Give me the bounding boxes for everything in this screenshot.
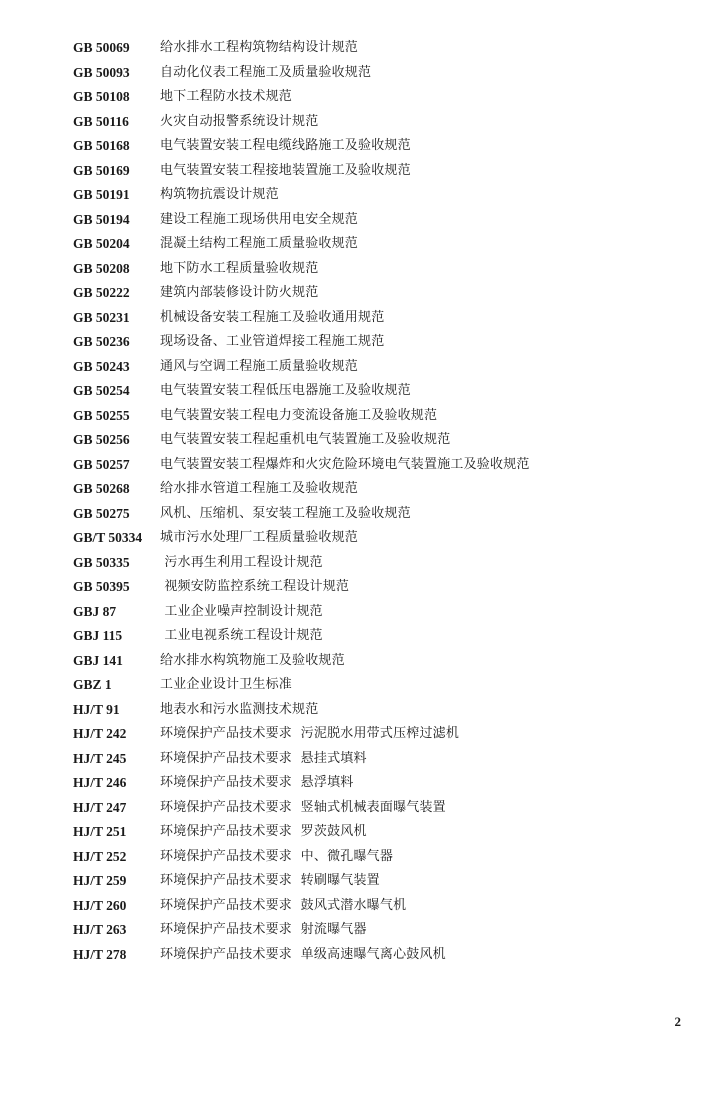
standard-code: GB 50255 <box>73 407 130 423</box>
standard-row <box>73 379 673 404</box>
standard-title: 现场设备、工业管道焊接工程施工规范 <box>160 334 385 349</box>
standard-code: GB 50236 <box>73 334 130 349</box>
standard-title: 环境保护产品技术要求 污泥脱水用带式压榨过滤机 <box>160 726 460 741</box>
standard-row <box>73 281 673 306</box>
standard-row <box>73 477 673 502</box>
page-number: 2 <box>674 1014 681 1029</box>
standard-row <box>73 796 673 821</box>
standard-row <box>73 600 673 625</box>
standard-code: GB 50093 <box>73 64 130 80</box>
standard-code: GB 50275 <box>73 505 130 521</box>
standard-title: 环境保护产品技术要求 悬浮填料 <box>160 775 354 790</box>
standards-list <box>73 36 673 967</box>
standard-row <box>73 257 673 282</box>
standard-row <box>73 134 673 159</box>
standard-code: GB 50116 <box>73 113 129 129</box>
standard-row <box>73 918 673 943</box>
standard-code: HJ/T 278 <box>73 946 127 962</box>
standard-row <box>73 526 673 551</box>
standard-title: 环境保护产品技术要求 单级高速曝气离心鼓风机 <box>160 946 446 962</box>
standard-code: GB 50231 <box>73 309 130 325</box>
standard-row <box>73 698 673 723</box>
standard-title: 地表水和污水监测技术规范 <box>160 701 319 717</box>
standard-row <box>73 502 673 527</box>
standard-row <box>73 355 673 380</box>
standard-title: 自动化仪表工程施工及质量验收规范 <box>160 64 372 80</box>
standard-row <box>73 673 673 698</box>
standard-code: HJ/T 251 <box>73 824 127 839</box>
standard-code: GB 50243 <box>73 358 130 374</box>
standard-code: GB 50194 <box>73 211 130 227</box>
standard-code: GB 50268 <box>73 481 130 496</box>
standard-row <box>73 453 673 478</box>
standard-title: 地下工程防水技术规范 <box>160 89 293 104</box>
standard-code: GB 50208 <box>73 260 130 276</box>
standard-code: GBJ 115 <box>73 628 123 643</box>
standard-code: GB 50168 <box>73 138 130 153</box>
standard-title: 工业企业设计卫生标准 <box>160 677 293 692</box>
standard-row <box>73 404 673 429</box>
standard-code: HJ/T 252 <box>73 848 127 864</box>
standard-title: 电气装置安装工程爆炸和火灾危险环境电气装置施工及验收规范 <box>160 456 530 472</box>
standard-code: GB 50257 <box>73 456 130 472</box>
standard-title: 通风与空调工程施工质量验收规范 <box>160 358 359 374</box>
standard-title: 环境保护产品技术要求 悬挂式填料 <box>160 750 367 766</box>
standard-row <box>73 649 673 674</box>
standard-code: GB 50222 <box>73 285 130 300</box>
standard-row <box>73 575 673 600</box>
standard-code: GBZ 1 <box>73 677 112 692</box>
standard-code: GB 50069 <box>73 40 130 55</box>
standard-title: 环境保护产品技术要求 罗茨鼓风机 <box>160 824 367 839</box>
standard-title: 混凝土结构工程施工质量验收规范 <box>160 236 359 251</box>
standard-title: 视频安防监控系统工程设计规范 <box>160 579 350 594</box>
standard-code: HJ/T 91 <box>73 701 120 717</box>
standard-row <box>73 551 673 576</box>
standard-title: 建筑内部装修设计防火规范 <box>160 285 319 300</box>
standard-title: 机械设备安装工程施工及验收通用规范 <box>160 309 385 325</box>
standard-code: HJ/T 259 <box>73 873 127 888</box>
standard-title: 环境保护产品技术要求 射流曝气器 <box>160 922 367 937</box>
standard-title: 环境保护产品技术要求 鼓风式潜水曝气机 <box>160 897 407 913</box>
standard-title: 电气装置安装工程电缆线路施工及验收规范 <box>160 138 411 153</box>
standard-row <box>73 894 673 919</box>
standard-title: 火灾自动报警系统设计规范 <box>160 113 319 129</box>
standard-code: GB 50204 <box>73 236 130 251</box>
standard-code: HJ/T 245 <box>73 750 127 766</box>
standard-code: GB 50335 <box>73 554 130 570</box>
standard-title: 电气装置安装工程起重机电气装置施工及验收规范 <box>160 432 451 447</box>
standard-title: 工业电视系统工程设计规范 <box>160 628 323 643</box>
standard-code: GB 50256 <box>73 432 130 447</box>
standard-row <box>73 159 673 184</box>
standard-code: GB 50254 <box>73 383 130 398</box>
standard-code: HJ/T 263 <box>73 922 127 937</box>
standard-code: HJ/T 242 <box>73 726 127 741</box>
standard-row <box>73 61 673 86</box>
standard-row <box>73 845 673 870</box>
standard-row <box>73 869 673 894</box>
standard-row <box>73 624 673 649</box>
standard-row <box>73 330 673 355</box>
standard-row <box>73 722 673 747</box>
standard-title: 给水排水工程构筑物结构设计规范 <box>160 40 359 55</box>
standard-title: 工业企业噪声控制设计规范 <box>160 603 323 619</box>
standard-row <box>73 85 673 110</box>
standard-code: GB/T 50334 <box>73 530 143 545</box>
standard-row <box>73 232 673 257</box>
standard-row <box>73 183 673 208</box>
standard-title: 地下防水工程质量验收规范 <box>160 260 319 276</box>
standard-code: HJ/T 260 <box>73 897 127 913</box>
standard-code: GBJ 141 <box>73 652 123 668</box>
standard-code: GB 50191 <box>73 187 130 202</box>
standard-row <box>73 36 673 61</box>
standard-title: 环境保护产品技术要求 中、微孔曝气器 <box>160 848 394 864</box>
standard-title: 构筑物抗震设计规范 <box>160 187 279 202</box>
standard-row <box>73 771 673 796</box>
standard-title: 电气装置安装工程低压电器施工及验收规范 <box>160 383 411 398</box>
standard-code: HJ/T 247 <box>73 799 127 815</box>
standard-code: GBJ 87 <box>73 603 117 619</box>
standard-row <box>73 943 673 968</box>
standard-title: 给水排水构筑物施工及验收规范 <box>160 652 345 668</box>
standard-code: HJ/T 246 <box>73 775 127 790</box>
standard-row <box>73 208 673 233</box>
standard-title: 城市污水处理厂工程质量验收规范 <box>160 530 359 545</box>
standard-code: GB 50108 <box>73 89 130 104</box>
standard-row <box>73 306 673 331</box>
standard-code: GB 50169 <box>73 162 130 178</box>
standard-title: 风机、压缩机、泵安装工程施工及验收规范 <box>160 505 411 521</box>
standard-code: GB 50395 <box>73 579 130 594</box>
standard-title: 环境保护产品技术要求 转刷曝气装置 <box>160 873 380 888</box>
standard-title: 污水再生利用工程设计规范 <box>160 554 323 570</box>
standard-row <box>73 428 673 453</box>
standard-row <box>73 747 673 772</box>
standard-title: 建设工程施工现场供用电安全规范 <box>160 211 359 227</box>
standard-title: 环境保护产品技术要求 竖轴式机械表面曝气装置 <box>160 799 446 815</box>
standard-row <box>73 820 673 845</box>
standard-row <box>73 110 673 135</box>
standard-title: 电气装置安装工程电力变流设备施工及验收规范 <box>160 407 438 423</box>
standard-title: 电气装置安装工程接地装置施工及验收规范 <box>160 162 411 178</box>
standard-title: 给水排水管道工程施工及验收规范 <box>160 481 359 496</box>
